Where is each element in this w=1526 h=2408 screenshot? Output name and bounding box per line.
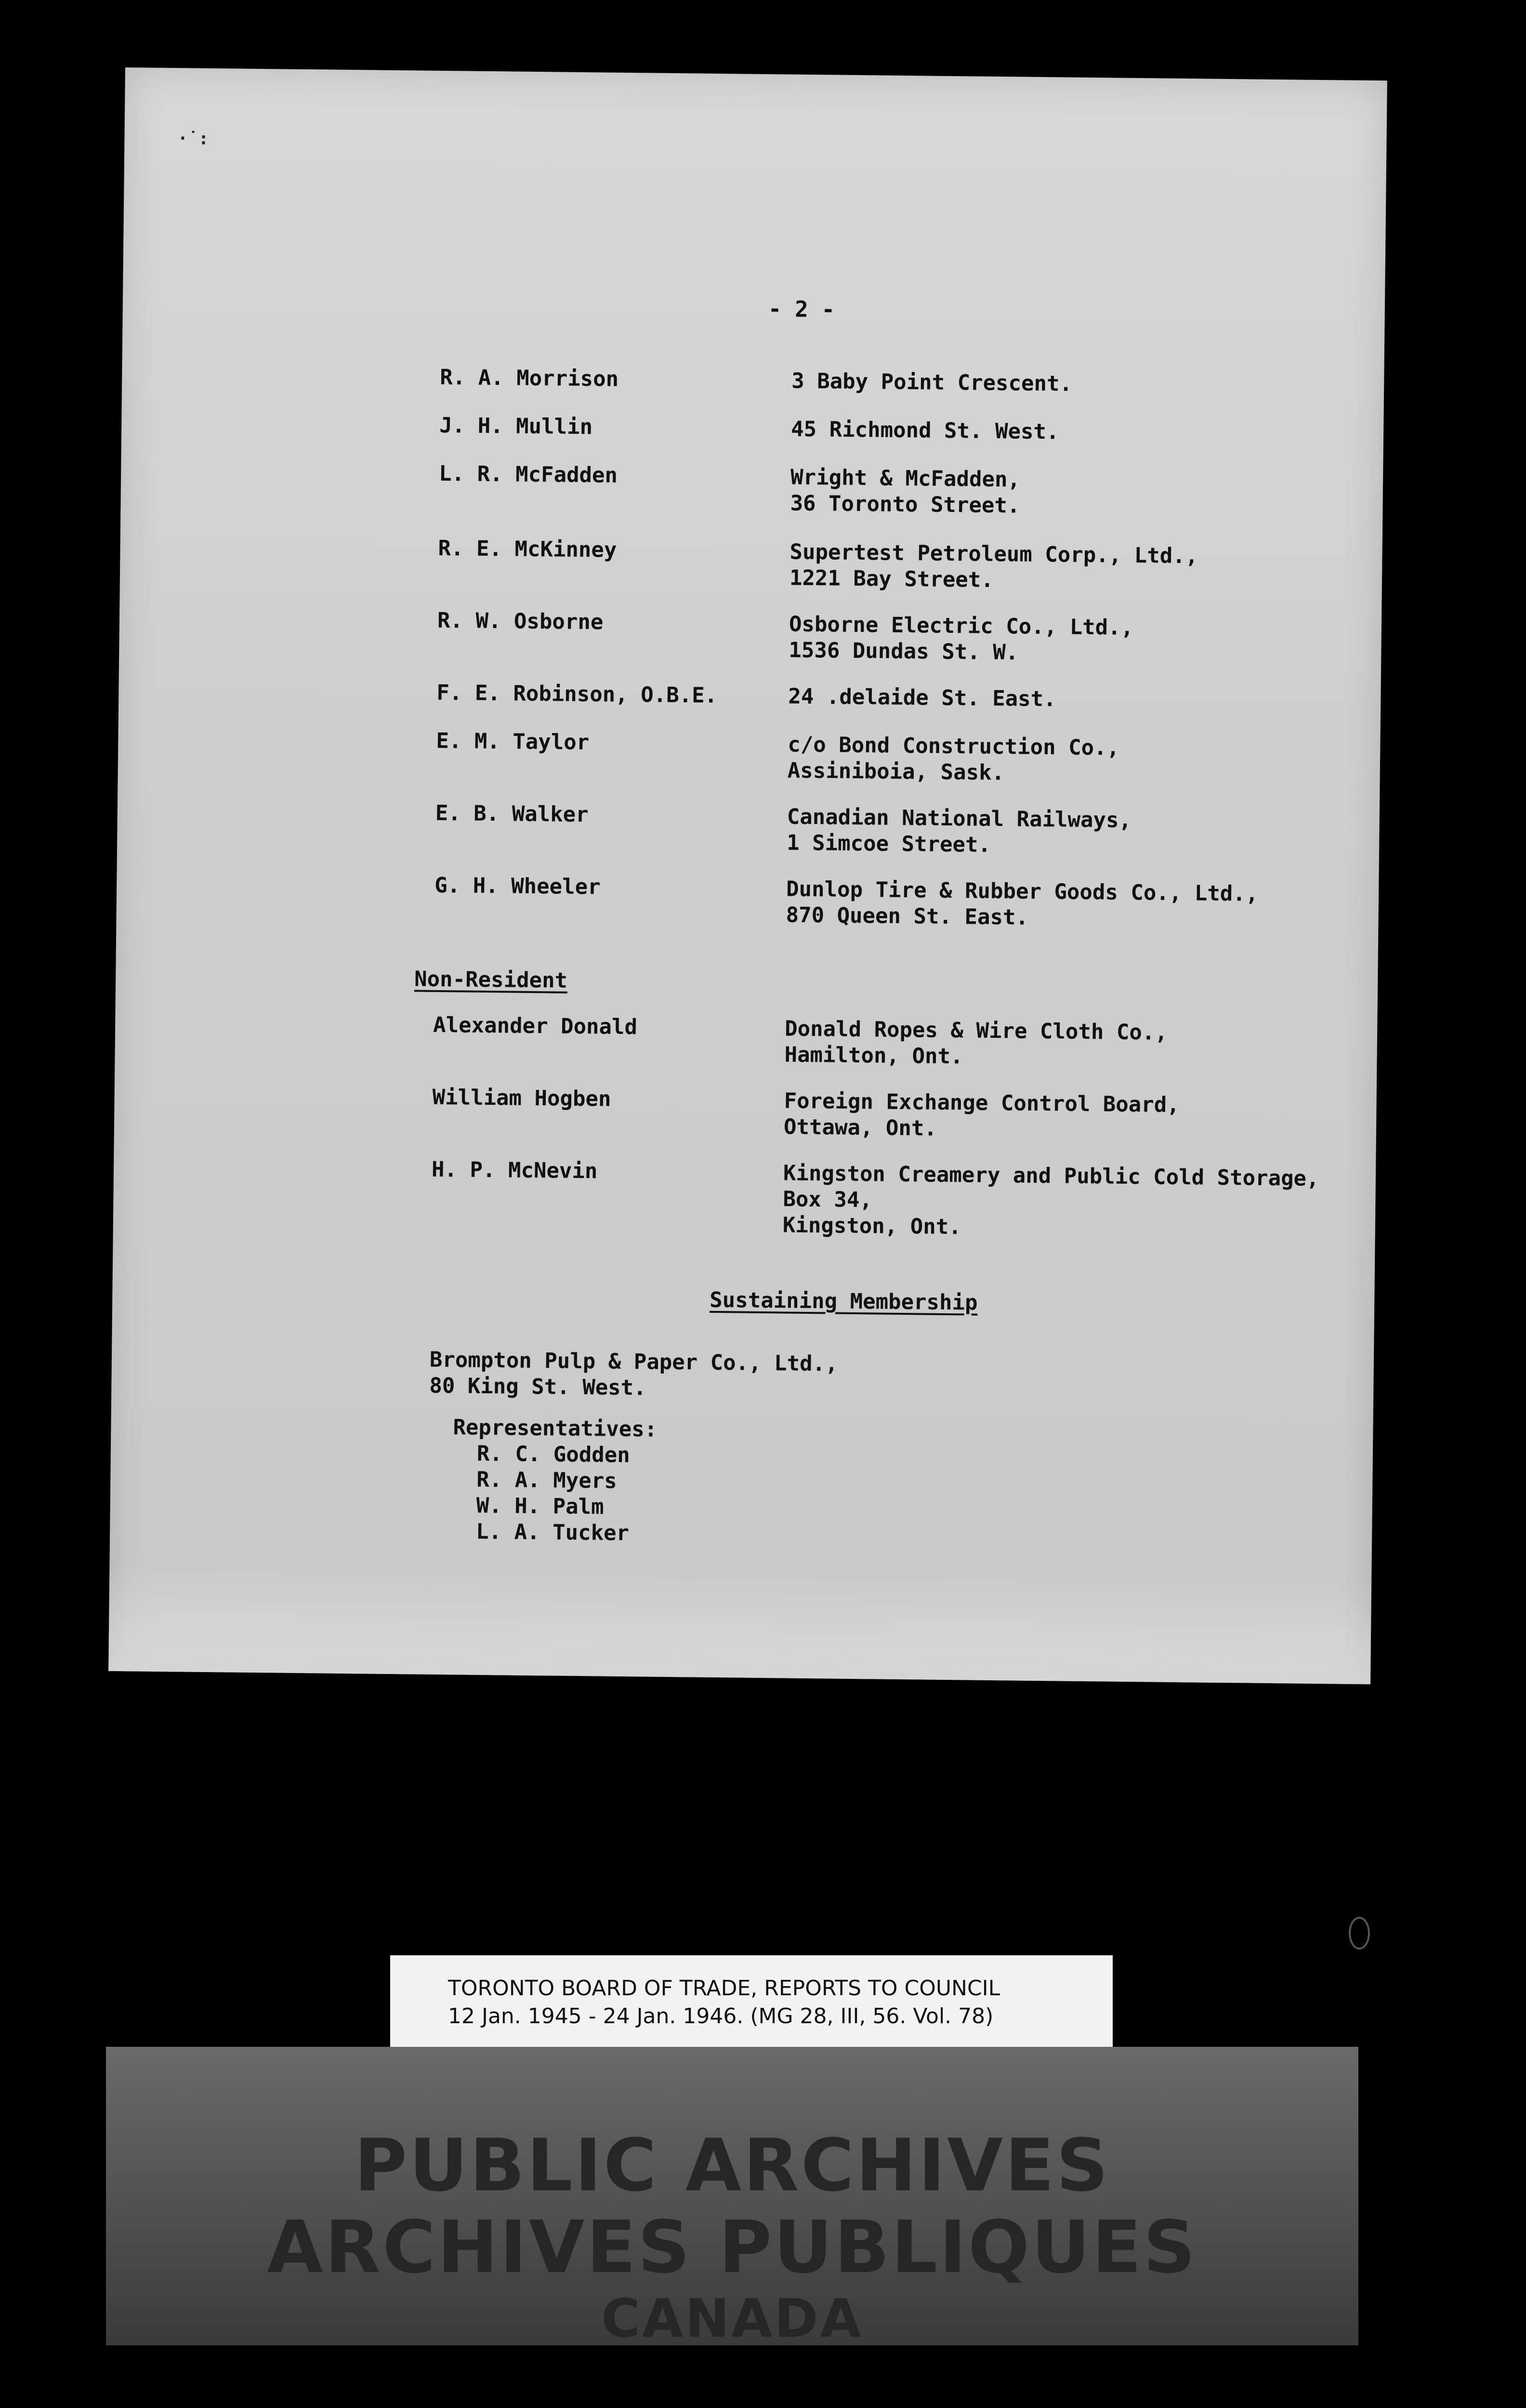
member-name: H. P. McNevin: [431, 1157, 598, 1184]
archives-stamp: [106, 2047, 1358, 2349]
member-entry: [119, 604, 1381, 665]
address-line: Osborne Electric Co., Ltd.,: [789, 612, 1134, 640]
stamp-line: ARCHIVES PUBLIQUES: [267, 2206, 1197, 2290]
ink-specks: ·˙:: [177, 129, 209, 149]
representatives-list: [452, 1414, 658, 1546]
address-line: 870 Queen St. East.: [786, 903, 1029, 930]
address-line: 1221 Bay Street.: [789, 565, 994, 592]
member-address: [791, 368, 1072, 397]
address-line: Ottawa, Ont.: [783, 1114, 937, 1141]
member-entry: [119, 677, 1381, 712]
archive-label-line: TORONTO BOARD OF TRADE, REPORTS TO COUNCIL: [448, 1976, 1000, 2001]
address-line: 45 Richmond St. West.: [790, 417, 1059, 445]
member-address: [787, 732, 1119, 787]
address-line: Canadian National Railways,: [787, 804, 1132, 833]
member-name: E. B. Walker: [435, 800, 589, 827]
representatives-label: Representatives:: [453, 1415, 658, 1442]
page-content: [108, 67, 1387, 1684]
representative: R. A. Myers: [476, 1467, 617, 1493]
address-line: Wright & McFadden,: [790, 465, 1021, 492]
address-line: 3 Baby Point Crescent.: [791, 368, 1073, 396]
member-entry: [114, 1153, 1376, 1240]
address-line: Kingston Creamery and Public Cold Storage,: [783, 1161, 1319, 1191]
member-address: [783, 1160, 1319, 1244]
page-number: - 2 -: [768, 296, 835, 323]
representative: R. C. Godden: [476, 1441, 631, 1468]
member-address: [789, 539, 1198, 596]
member-entry: [120, 532, 1382, 592]
member-entry: [118, 797, 1380, 857]
member-address: [788, 683, 1056, 712]
representative: W. H. Palm: [476, 1493, 604, 1519]
address-line: 1536 Dundas St. W.: [789, 638, 1019, 665]
member-name: L. R. McFadden: [438, 461, 618, 488]
stamp-line: PUBLIC ARCHIVES: [354, 2124, 1110, 2208]
non-resident-heading: Non-Resident: [414, 967, 568, 993]
member-entry: [115, 1081, 1377, 1141]
address-line: Hamilton, Ont.: [784, 1042, 963, 1069]
company-name: Brompton Pulp & Paper Co., Ltd.,: [429, 1347, 838, 1376]
address-line: Supertest Petroleum Corp., Ltd.,: [789, 539, 1198, 569]
sustaining-membership-heading: Sustaining Membership: [709, 1287, 978, 1315]
member-name: E. M. Taylor: [436, 728, 590, 755]
address-line: Donald Ropes & Wire Cloth Co.,: [784, 1016, 1168, 1045]
member-entry: [117, 869, 1379, 930]
company-address: 80 King St. West.: [429, 1373, 646, 1400]
address-line: 1 Simcoe Street.: [786, 830, 991, 857]
film-mark: [1349, 1917, 1370, 1950]
member-name: William Hogben: [432, 1085, 611, 1112]
member-address: [787, 804, 1131, 859]
member-address: [790, 465, 1020, 519]
sustaining-company: [429, 1347, 838, 1403]
member-entry: [122, 361, 1384, 396]
member-address: [789, 611, 1133, 667]
page-bottom-shade: [108, 1565, 1371, 1684]
member-name: R. W. Osborne: [437, 608, 604, 635]
member-entry: [118, 725, 1381, 785]
archive-label-line: 12 Jan. 1945 - 24 Jan. 1946. (MG 28, III, 56. Vol. 78): [448, 2004, 994, 2028]
member-entry: [122, 409, 1384, 445]
member-name: F. E. Robinson, O.B.E.: [436, 680, 718, 708]
address-line: c/o Bond Construction Co.,: [788, 732, 1120, 760]
member-name: R. E. McKinney: [438, 536, 617, 563]
address-line: 36 Toronto Street.: [790, 491, 1020, 518]
member-entry: [121, 458, 1383, 518]
member-name: G. H. Wheeler: [434, 873, 601, 900]
archive-label-card: [390, 1955, 1113, 2047]
representative: L. A. Tucker: [475, 1519, 630, 1546]
address-line: Dunlop Tire & Rubber Goods Co., Ltd.,: [786, 877, 1259, 906]
address-line: Box 34,: [783, 1187, 873, 1213]
stamp-line: CANADA: [601, 2288, 863, 2349]
member-address: [784, 1016, 1168, 1072]
address-line: 24 .delaide St. East.: [788, 684, 1056, 712]
member-address: [784, 1088, 1180, 1144]
member-name: Alexander Donald: [433, 1012, 638, 1040]
address-line: Kingston, Ont.: [782, 1213, 962, 1240]
address-line: Assiniboia, Sask.: [787, 758, 1005, 785]
member-address: [791, 417, 1059, 445]
member-name: J. H. Mullin: [439, 413, 593, 440]
member-entry: [116, 1009, 1378, 1069]
member-name: R. A. Morrison: [440, 365, 619, 392]
document-page: [108, 67, 1387, 1684]
member-address: [786, 876, 1258, 933]
address-line: Foreign Exchange Control Board,: [784, 1088, 1180, 1118]
